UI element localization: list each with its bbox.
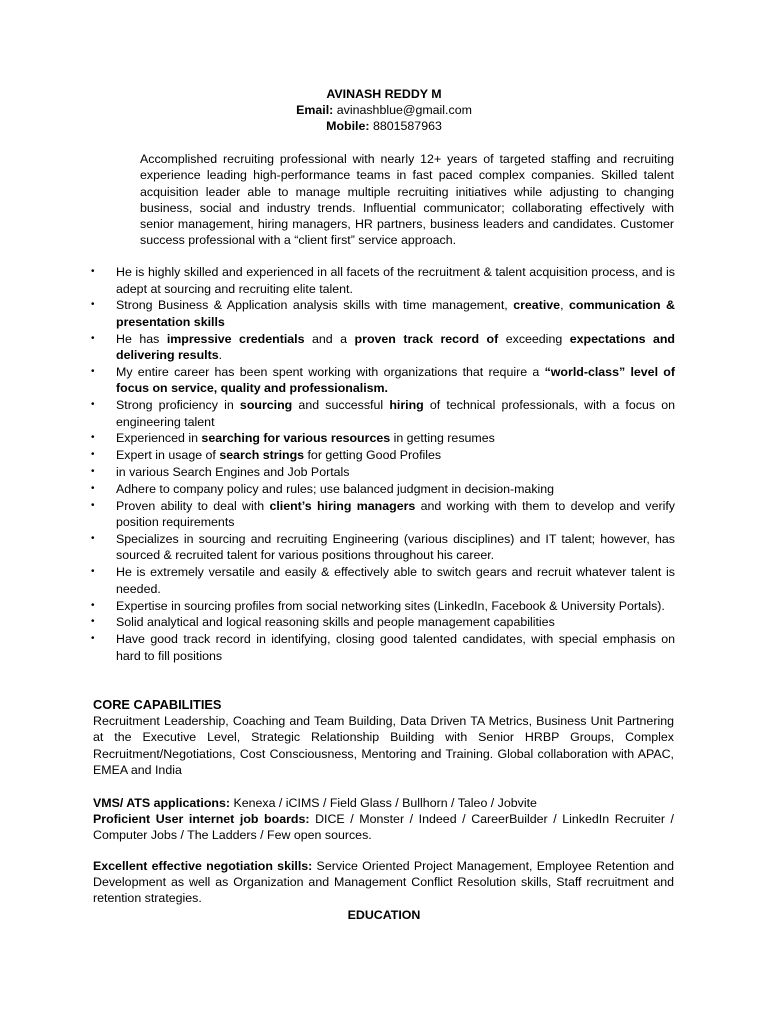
bullet-text-segment: ,	[560, 298, 569, 313]
bullet-text	[116, 298, 675, 329]
bullet-text-segment: Experienced in	[116, 431, 202, 446]
experience-bullet-item	[116, 498, 675, 531]
bullet-text	[116, 365, 675, 396]
bullet-bold-text: proven track record of	[354, 331, 499, 346]
experience-bullet-item	[116, 531, 675, 564]
bullet-bold-text: sourcing	[239, 398, 293, 413]
candidate-name: AVINASH REDDY M	[326, 87, 442, 101]
bullet-text-segment: exceeding	[498, 331, 570, 346]
bullet-text-segment: He has	[116, 331, 167, 346]
bullet-text	[116, 615, 555, 629]
bullet-text-segment: He is highly skilled and experienced in all facets of the recruitment & talent acquisition process, and is adept at sourcing and recruiting elite talent.	[116, 265, 675, 296]
email-value: avinashblue@gmail.com	[336, 103, 472, 117]
bullet-bold-text: communication & presentation skills	[116, 298, 675, 329]
bullet-text	[116, 482, 554, 496]
bullet-text	[116, 448, 441, 462]
bullet-text	[116, 632, 675, 663]
vms-ats-line	[93, 795, 674, 811]
experience-bullet-item	[116, 364, 675, 397]
experience-bullet-item	[116, 481, 675, 498]
bullet-text	[116, 431, 495, 445]
bullet-text-segment: Adhere to company policy and rules; use balanced judgment in decision-making	[116, 481, 555, 496]
bullet-text	[116, 465, 350, 479]
bullet-text	[116, 332, 675, 363]
bullet-text	[116, 532, 675, 563]
bullet-text-segment: Strong proficiency in	[116, 398, 240, 413]
email-line	[0, 102, 768, 118]
bullet-bold-text: impressive credentials	[166, 331, 305, 346]
bullet-text-segment: Solid analytical and logical reasoning skills and people management capabilities	[116, 615, 555, 630]
bullet-bold-text: hiring	[389, 398, 424, 413]
negotiation-skills-value: Service Oriented Project Management, Employee Retention and Development as well as Organization and Management Conflict Resolution skills, Staff recruitment and retention strategies.	[93, 859, 674, 906]
bullet-text-segment: in various Search Engines and Job Portals	[116, 465, 350, 480]
core-capabilities-text: Recruitment Leadership, Coaching and Team Building, Data Driven TA Metrics, Business Unit Partnering at the Executive Level, Strategic Relationship Building with Senior HRBP Groups, Complex Recruitment/Negotiations, Cost Consciousness, Mentoring and Training. Global collaboration with APAC, EMEA and India	[93, 714, 674, 777]
job-boards-value: DICE / Monster / Indeed / CareerBuilder / LinkedIn Recruiter / Computer Jobs / The Ladders / Few open sources.	[93, 812, 674, 843]
bullet-bold-text: search strings	[219, 448, 305, 463]
bullet-text-segment: Proven ability to deal with	[116, 498, 270, 513]
bullet-text	[116, 265, 675, 296]
bullet-text-segment: My entire career has been spent working with organizations that require a	[116, 364, 545, 379]
bullet-text-segment: Have good track record in identifying, closing good talented candidates, with special emphasis on hard to fill positions	[116, 632, 675, 663]
vms-ats-label: VMS/ ATS applications:	[93, 796, 230, 810]
job-boards-label: Proficient User internet job boards:	[93, 812, 310, 827]
bullet-text	[116, 565, 675, 596]
experience-bullet-item	[116, 614, 675, 631]
bullet-text-segment: and successful	[292, 398, 390, 413]
tools-section	[93, 795, 674, 844]
bullet-text-segment: in getting resumes	[390, 431, 495, 446]
bullet-text	[116, 499, 675, 530]
bullet-bold-text: searching for various resources	[201, 431, 391, 446]
experience-bullet-item	[116, 297, 675, 330]
experience-bullet-item	[116, 331, 675, 364]
mobile-label: Mobile:	[326, 119, 370, 133]
bullet-bold-text: “world-class” level of focus on service, quality and professionalism.	[116, 364, 676, 396]
experience-bullet-item	[116, 631, 675, 664]
bullet-text-segment: Strong Business & Application analysis skills with time management,	[116, 298, 514, 313]
negotiation-skills-label: Excellent effective negotiation skills:	[93, 859, 313, 873]
experience-bullet-list	[116, 264, 675, 664]
bullet-bold-text: expectations and delivering results	[116, 331, 675, 363]
negotiation-skills-section	[93, 858, 674, 907]
bullet-bold-text: creative	[513, 298, 561, 313]
experience-bullet-item	[116, 598, 675, 615]
email-label: Email:	[296, 103, 334, 117]
job-boards-line	[93, 811, 674, 843]
vms-ats-value: Kenexa / iCIMS / Field Glass / Bullhorn / Taleo / Jobvite	[230, 796, 537, 810]
bullet-text	[116, 599, 665, 613]
mobile-line	[0, 118, 768, 134]
bullet-text-segment: Specializes in sourcing and recruiting Engineering (various disciplines) and IT talent; however, has sourced & recruited talent for various positions throughout his career.	[116, 531, 675, 563]
bullet-text-segment: for getting Good Profiles	[304, 448, 442, 463]
bullet-text-segment: and a	[304, 331, 355, 346]
experience-bullet-item	[116, 564, 675, 597]
professional-summary: Accomplished recruiting professional with nearly 12+ years of targeted staffing and recruiting experience leading high-performance teams in fast paced complex companies. Skilled talent acquisition leader able to manage multiple recruiting initiatives while adjusting to changing business, social and industry trends. Influential communicator; collaborating effectively with senior management, hiring managers, HR partners, business leaders and candidates. Customer success professional with a “client first” service approach.	[140, 152, 674, 248]
core-capabilities-heading: CORE CAPABILITIES	[93, 697, 222, 712]
bullet-bold-text: client’s hiring managers	[269, 498, 416, 513]
experience-bullet-item	[116, 430, 675, 447]
experience-bullet-item	[116, 397, 675, 430]
bullet-text-segment: He is extremely versatile and easily & effectively able to switch gears and recruit whatever talent is needed.	[116, 565, 675, 596]
mobile-value: 8801587963	[372, 119, 442, 133]
bullet-text-segment: Expertise in sourcing profiles from social networking sites (LinkedIn, Facebook & University Portals).	[116, 598, 665, 613]
bullet-text-segment: .	[218, 348, 223, 363]
bullet-text-segment: of technical professionals, with a focus on engineering talent	[116, 398, 675, 429]
resume-header	[0, 86, 768, 134]
experience-bullet-item	[116, 447, 675, 464]
education-heading: EDUCATION	[347, 908, 421, 922]
experience-bullet-item	[116, 264, 675, 297]
bullet-text-segment: Expert in usage of	[116, 448, 220, 463]
bullet-text	[116, 398, 675, 429]
bullet-text-segment: and working with them to develop and verify position requirements	[116, 498, 675, 530]
experience-bullet-item	[116, 464, 675, 481]
core-capabilities-section	[93, 697, 674, 778]
